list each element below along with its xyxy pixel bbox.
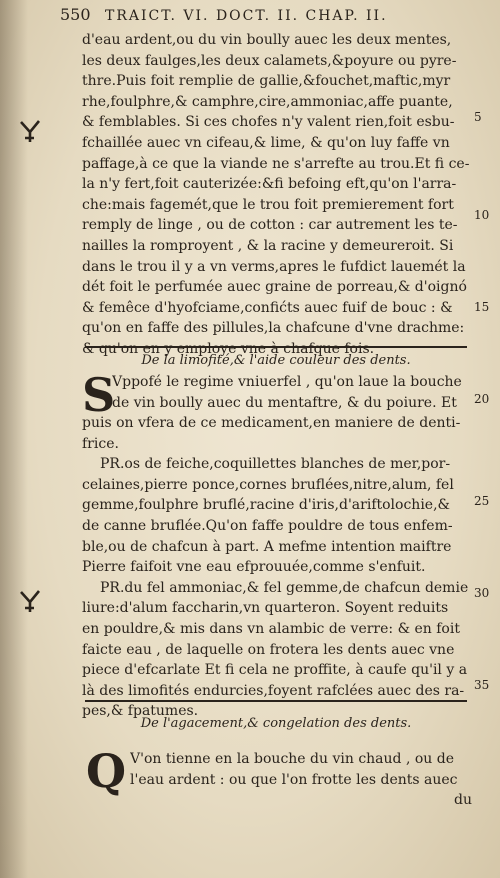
text-line: piece d'efcarlate Et fi cela ne proffite, à caufe qu'il y a: [82, 662, 468, 679]
running-title: TRAICT. VI. DOCT. II. CHAP. II.: [105, 8, 388, 24]
text-line: & qu'on en y employe vne à chafque fois.: [82, 340, 375, 357]
running-header: [60, 5, 480, 27]
text-line: nailles la romproyent , & la racine y demeureroit. Si: [82, 237, 454, 254]
text-line: PR.du fel ammoniac,& fel gemme,de chafcun demie: [100, 579, 469, 596]
text-line: les deux faulges,les deux calamets,&poyure ou pyre-: [82, 52, 457, 69]
text-line: celaines,pierre ponce,cornes bruflées,nitre,alum, fel: [82, 476, 454, 493]
text-line: là des limofités endurcies,foyent rafclées auec des ra-: [82, 682, 465, 699]
section3-title: De l'agacement,& congelation des dents.: [140, 716, 412, 731]
text-line: gemme,foulphre bruflé,racine d'iris,d'ariftolochie,&: [82, 497, 450, 514]
text-line: puis on vfera de ce medicament,en maniere de denti-: [82, 415, 461, 431]
marginal-mark-icon: [18, 588, 42, 621]
text-line: thre.Puis foit remplie de gallie,&fouchet,maftic,myr: [82, 73, 451, 90]
text-line: & femêce d'hyofciame,confićts auec fuif de bouc : &: [82, 299, 453, 316]
text-line: qu'on en faffe des pillules,la chafcune d'vne drachme:: [82, 320, 465, 337]
text-line: & femblables. Si ces chofes n'y valent rien,foit esbu-: [82, 114, 455, 131]
margin-line-number: 20: [474, 392, 490, 406]
text-line: V'on tienne en la bouche du vin chaud , ou de: [130, 751, 454, 767]
text-line: de canne bruflée.Qu'on faffe pouldre de tous enfem-: [82, 517, 453, 534]
dropcap-q: Q: [86, 744, 127, 798]
section3-body: [130, 749, 472, 811]
text-line: ble,ou de chafcun à part. A mefme intention maiftre: [82, 538, 452, 555]
text-line: che:mais fagemét,que le trou foit premierement fort: [82, 196, 454, 213]
text-line: l'eau ardent : ou que l'on frotte les dents auec: [130, 771, 458, 788]
marginal-mark-icon: [18, 118, 42, 151]
text-line: dét foit le perfumée auec graine de porreau,& d'oignó: [82, 279, 467, 296]
section1-body: [82, 30, 472, 360]
section2-body: [82, 413, 472, 722]
margin-line-number: 25: [474, 494, 490, 508]
text-line: pes,& fpatumes.: [82, 703, 199, 720]
text-line: PR.os de feiche,coquillettes blanches de mer,por-: [100, 456, 451, 473]
text-line: du: [454, 792, 472, 809]
margin-line-number: 30: [474, 586, 490, 600]
margin-line-number: 15: [474, 300, 490, 314]
text-line: rhe,foulphre,& camphre,cire,ammoniac,affe puante,: [82, 93, 453, 110]
margin-line-number: 35: [474, 678, 490, 692]
text-line: la n'y fert,foit cauterizée:&fi befoing eft,qu'on l'arra-: [82, 176, 457, 193]
dropcap-s: S: [82, 368, 116, 422]
section2-intro: [112, 372, 472, 413]
text-line: liure:d'alum faccharin,vn quarteron. Soyent reduits: [82, 600, 449, 617]
text-line: de vin boully auec du mentaftre, & du poiure. Et: [112, 394, 457, 411]
text-line: en pouldre,& mis dans vn alambic de verre: & en foit: [82, 620, 460, 637]
text-line: d'eau ardent,ou du vin boully auec les deux mentes,: [82, 32, 452, 48]
text-line: dans le trou il y a vn verms,apres le fufdict lauemét la: [82, 258, 466, 275]
margin-line-number: 5: [474, 110, 482, 124]
text-line: paffage,à ce que la viande ne s'arrefte au trou.Et fi ce-: [82, 155, 470, 172]
text-line: remply de linge , ou de cotton : car autrement les te-: [82, 217, 458, 234]
text-line: faicte eau , de laquelle on frotera les dents auec vne: [82, 641, 455, 658]
margin-line-number: 10: [474, 208, 490, 222]
text-line: Pierre faifoit vne eau efprouuée,comme s'enfuit.: [82, 559, 426, 576]
text-line: frice.: [82, 435, 119, 452]
section-rule: [85, 700, 467, 702]
text-line: fchaillée auec vn cifeau,& lime, & qu'on luy faffe vn: [82, 134, 450, 151]
section-rule: [85, 346, 467, 348]
text-line: Vppofé le regime vniuerfel , qu'on laue la bouche: [112, 374, 462, 390]
page-number: 550: [60, 5, 91, 24]
section2-title: De la limofité,& l'aide couleur des dents.: [141, 353, 411, 368]
